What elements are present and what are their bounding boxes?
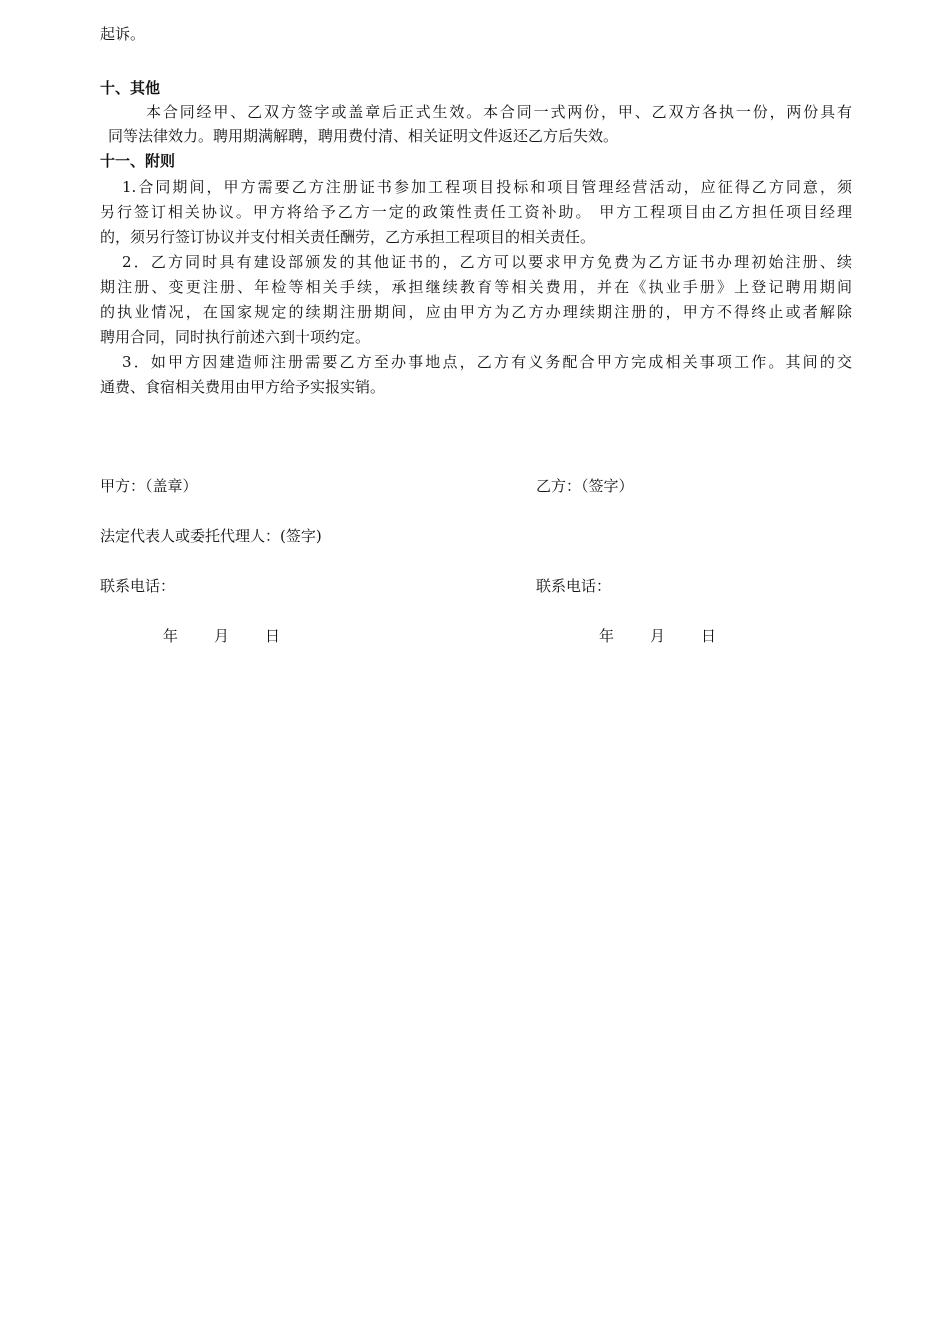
- text-line: 1.合同期间，甲方需要乙方注册证书参加工程项目投标和项目管理经营活动，应征得乙方同意，须: [122, 178, 852, 196]
- party-b-date: [599, 624, 716, 648]
- text-line: 3．如甲方因建造师注册需要乙方至办事地点，乙方有义务配合甲方完成相关事项工作。其间的交: [122, 353, 852, 371]
- date-day-label: 日: [701, 627, 717, 645]
- party-b-phone-label: 联系电话：: [536, 577, 612, 595]
- text-line: 2．乙方同时具有建设部颁发的其他证书的，乙方可以要求甲方免费为乙方证书办理初始注册、续: [122, 253, 852, 271]
- text-line: 的，须另行签订协议并支付相关责任酬劳，乙方承担工程项目的相关责任。: [100, 228, 596, 246]
- text-line: 的执业情况，在国家规定的续期注册期间，应由甲方为乙方办理续期注册的，甲方不得终止或者解除: [100, 303, 852, 321]
- section-heading-other: 十、其他: [100, 79, 161, 97]
- party-a-seal-label: 甲方：（盖章）: [100, 477, 198, 495]
- text-line: 另行签订相关协议。甲方将给予乙方一定的政策性责任工资补助。 甲方工程项目由乙方担任项目经理: [100, 203, 852, 221]
- text-line: 聘用合同，同时执行前述六到十项约定。: [100, 328, 371, 346]
- legal-representative-label: 法定代表人或委托代理人：(签字): [100, 527, 322, 545]
- date-month-label: 月: [214, 627, 230, 645]
- text-line: 本合同经甲、乙双方签字或盖章后正式生效。本合同一式两份，甲、乙双方各执一份，两份具有: [146, 103, 852, 121]
- date-month-label: 月: [650, 627, 666, 645]
- party-a-phone-label: 联系电话：: [100, 577, 176, 595]
- text-line: 起诉。: [100, 25, 146, 43]
- party-a-date: [163, 624, 280, 648]
- date-year-label: 年: [599, 627, 615, 645]
- party-b-sign-label: 乙方：（签字）: [536, 477, 634, 495]
- text-line: 通费、食宿相关费用由甲方给予实报实销。: [100, 378, 386, 396]
- date-day-label: 日: [265, 627, 281, 645]
- text-line: 同等法律效力。聘用期满解聘，聘用费付清、相关证明文件返还乙方后失效。: [108, 127, 619, 145]
- text-line: 期注册、变更注册、年检等相关手续，承担继续教育等相关费用，并在《执业手册》上登记聘用期间: [100, 278, 852, 296]
- date-year-label: 年: [163, 627, 179, 645]
- section-heading-appendix: 十一、附则: [100, 152, 176, 170]
